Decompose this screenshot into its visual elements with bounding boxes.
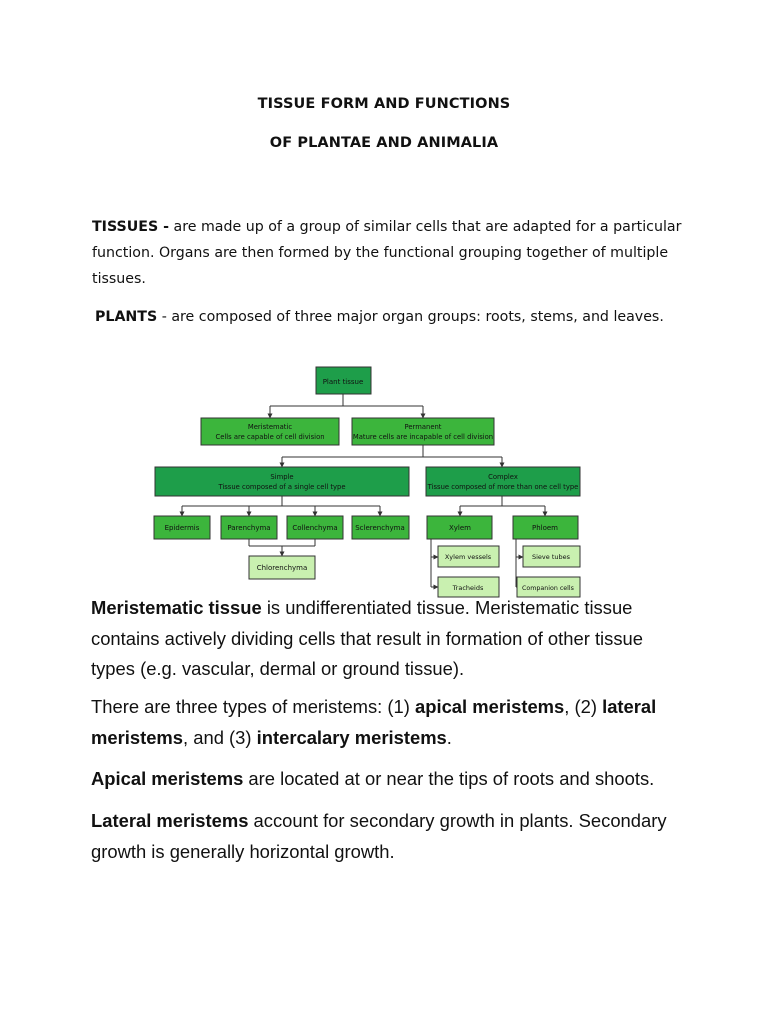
node-collenchyma: [287, 516, 343, 539]
meristematic-line2: contains actively dividing cells that result in formation of other tissue: [91, 627, 643, 649]
node-plant-tissue: [316, 367, 371, 394]
tissues-line3: tissues.: [92, 271, 146, 287]
node-epidermis-label: Epidermis: [164, 524, 200, 532]
node-meristematic-desc: Cells are capable of cell division: [215, 433, 325, 441]
node-epidermis: [154, 516, 210, 539]
meristematic-line1: is undifferentiated tissue. Meristematic tissue: [261, 597, 633, 618]
lateral-term: lateral: [602, 696, 657, 717]
node-sclerenchyma-label: Sclerenchyma: [355, 524, 405, 532]
page-title-line2: OF PLANTAE AND ANIMALIA: [269, 135, 499, 151]
types-sep2: , and (3): [183, 726, 257, 748]
apical-term: Apical meristems: [91, 768, 244, 789]
node-complex: [426, 467, 580, 496]
node-permanent: [352, 418, 494, 445]
meristem-types-paragraph: [91, 692, 691, 753]
intercalary-meristems-term: intercalary meristems: [256, 726, 447, 748]
node-complex-desc: Tissue composed of more than one cell type: [427, 483, 579, 491]
apical-meristems-term: apical meristems: [415, 696, 565, 717]
node-permanent-desc: Mature cells are incapable of cell division: [352, 433, 494, 441]
plants-text: - are composed of three major organ groups: roots, stems, and leaves.: [157, 309, 664, 325]
node-xylem-label: Xylem: [448, 524, 472, 532]
node-chlorenchyma-label: Chlorenchyma: [256, 564, 308, 572]
node-sieve-tubes-label: Sieve tubes: [531, 553, 571, 561]
lateral-line1: account for secondary growth in plants. Secondary: [248, 810, 667, 831]
lateral-meristems-heading: Lateral meristems: [91, 810, 249, 831]
node-parenchyma-label: Parenchyma: [227, 524, 271, 532]
types-intro: There are three types of meristems: (1): [91, 696, 415, 717]
node-xylem-vessels: [438, 546, 499, 567]
plants-term: PLANTS: [95, 309, 158, 325]
node-phloem: [513, 516, 578, 539]
node-sieve-tubes: [523, 546, 580, 567]
lateral-meristems-term: meristems: [91, 726, 184, 748]
node-complex-title: Complex: [488, 473, 518, 481]
apical-paragraph: [91, 764, 691, 795]
types-sep1: , (2): [564, 696, 603, 717]
lateral-paragraph: [91, 806, 691, 867]
tissues-term: TISSUES -: [92, 219, 170, 235]
node-simple-title: Simple: [270, 473, 294, 481]
tissues-line1: are made up of a group of similar cells that are adapted for a particular: [169, 219, 682, 235]
node-companion-cells-label: Companion cells: [522, 585, 574, 592]
meristematic-term: Meristematic tissue: [91, 597, 262, 618]
node-phloem-label: Phloem: [531, 524, 559, 532]
node-permanent-title: Permanent: [404, 423, 442, 431]
node-collenchyma-label: Collenchyma: [292, 524, 338, 532]
node-simple-desc: Tissue composed of a single cell type: [218, 483, 346, 491]
tissues-line2: function. Organs are then formed by the functional grouping together of multiple: [92, 245, 669, 261]
node-chlorenchyma: [249, 556, 315, 579]
apical-text: are located at or near the tips of roots and shoots.: [243, 768, 655, 789]
page-title-line1: TISSUE FORM AND FUNCTIONS: [257, 96, 511, 112]
node-meristematic-title: Meristematic: [247, 423, 293, 431]
node-plant-tissue-label: Plant tissue: [322, 378, 364, 386]
node-simple: [155, 467, 409, 496]
node-sclerenchyma: [352, 516, 409, 539]
node-tracheids-label: Tracheids: [452, 584, 484, 592]
types-end: .: [446, 726, 452, 748]
node-meristematic: [201, 418, 339, 445]
meristematic-line3: types (e.g. vascular, dermal or ground tissue).: [91, 658, 465, 679]
lateral-line2: growth is generally horizontal growth.: [91, 840, 395, 862]
node-parenchyma: [221, 516, 277, 539]
node-xylem: [427, 516, 492, 539]
node-xylem-vessels-label: Xylem vessels: [444, 553, 492, 561]
meristematic-paragraph: [91, 593, 691, 685]
